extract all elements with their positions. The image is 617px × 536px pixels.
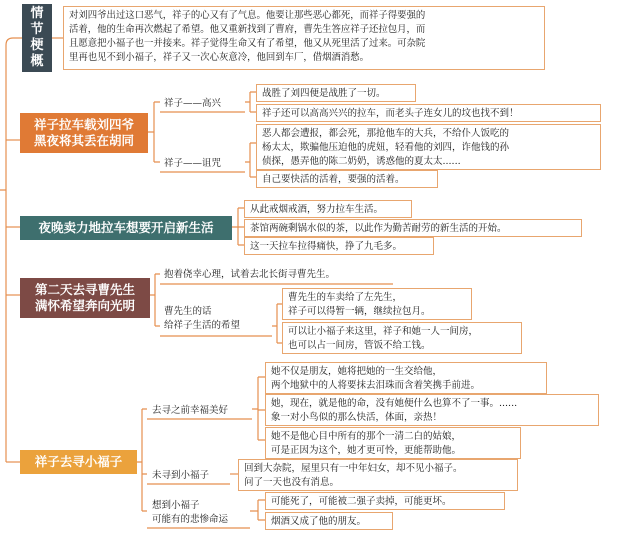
- s4-b3-leaves: [250, 500, 265, 520]
- section4-branch3-label: 想到小福子 可能有的悲惨命运: [152, 500, 229, 525]
- section3-branch-label: 曹先生的话 给祥子生活的希望: [164, 306, 241, 331]
- section2-item: 从此戒烟戒酒，努力拉车生活。: [244, 200, 412, 218]
- section4-branch1-item: 她不是他心目中所有的那个一清二白的姑娘， 可是正因为这个，她才更可怜，更能帮助他。: [265, 427, 521, 459]
- section2-item: 茶馆两碗剩锅水似的茶，以此作为勤苦耐劳的新生活的开始。: [244, 219, 582, 237]
- section1-branch1-item: 战胜了刘四便是战胜了一切。: [256, 84, 416, 102]
- main-spine: [0, 38, 22, 462]
- s1-branches: [148, 102, 160, 162]
- section1-branch2-quote: 恶人都会遭报，都会死，那抢他车的大兵，不给仆人饭吃的 杨太太，欺骗他压迫他的虎妞，轻看他的刘四，诈他钱的孙 侦探，愚弄他的陈二奶奶，诱惑他的夏太太......: [256, 124, 601, 170]
- section4-branch1-label: 去寻之前幸福美好: [152, 405, 229, 416]
- s3-branches: [150, 274, 160, 326]
- section4-branch1-item: 她，现在，就是他的命，没有她便什么也算不了一事。...... 象一对小鸟似的那么快活，体面，亲热！: [265, 394, 599, 426]
- section4-branch1-item: 她不仅是朋友，她将把她的一生交给他， 两个地狱中的人将要抹去泪珠而含着笑携手前进。: [265, 362, 547, 394]
- plot-summary-text: 对刘四爷出过这口恶气，祥子的心又有了气息。他要让那些恶心都死，而祥子得要强的 活着，他的生命再次燃起了希望。他又重新找到了曹府，曹先生答应祥子还拉包月，而 且愿意把小福子也一并接来。祥子觉得生命又有了希望，他又从死里活了过来。可杂院 里再也见不到小福子，祥子又一次心灰意冷，他回到车厂，借烟酒消愁。: [63, 6, 545, 70]
- plot-summary-title: 情 节 梗 概: [22, 4, 52, 72]
- section4-branch3-item: 可能死了，可能被二强子卖掉，可能更坏。: [265, 492, 505, 510]
- s4-b1-leaves: [252, 377, 265, 440]
- section3-first-item: 抱着侥幸心理，试着去北长街寻曹先生。: [164, 269, 336, 280]
- section2-item: 这一天拉车拉得痛快，挣了九毛多。: [244, 237, 434, 255]
- section4-title: 祥子去寻小福子: [20, 450, 137, 474]
- s2-leaves: [232, 208, 244, 245]
- section1-branch1-label: 祥子——高兴: [164, 98, 222, 109]
- section4-branch2-label: 未寻到小福子: [152, 470, 210, 481]
- section1-branch2-conclusion: 自己要快活的活着，要强的活着。: [256, 170, 438, 188]
- section4-branch3-item: 烟酒又成了他的朋友。: [265, 512, 393, 530]
- section3-title: 第二天去寻曹先生 满怀希望奔向光明: [20, 278, 150, 318]
- s1-b2-leaves: [245, 143, 256, 177]
- section3-branch-item: 可以让小福子来这里，祥子和她一人一间房， 也可以占一间房，管饭不给工钱。: [282, 322, 522, 354]
- section1-title: 祥子拉车载刘四爷 黑夜将其丢在胡同: [20, 113, 148, 153]
- section1-branch2-label: 祥子——诅咒: [164, 158, 222, 169]
- section3-branch-item: 曹先生的车卖给了左先生， 祥子可以得暂一辆，继续拉包月。: [282, 288, 472, 320]
- section1-branch1-item: 祥子还可以高高兴兴的拉车，而老头子连女儿的坟也找不到！: [256, 104, 601, 122]
- s4-branches: [137, 409, 147, 511]
- s1-b1-leaves: [245, 92, 256, 112]
- s3-b-leaves: [272, 304, 282, 343]
- section2-title: 夜晚卖力地拉车想要开启新生活: [20, 216, 232, 240]
- section4-branch2-item: 回到大杂院，屋里只有一中年妇女，却不见小福子。 问了一天也没有消息。: [238, 459, 518, 491]
